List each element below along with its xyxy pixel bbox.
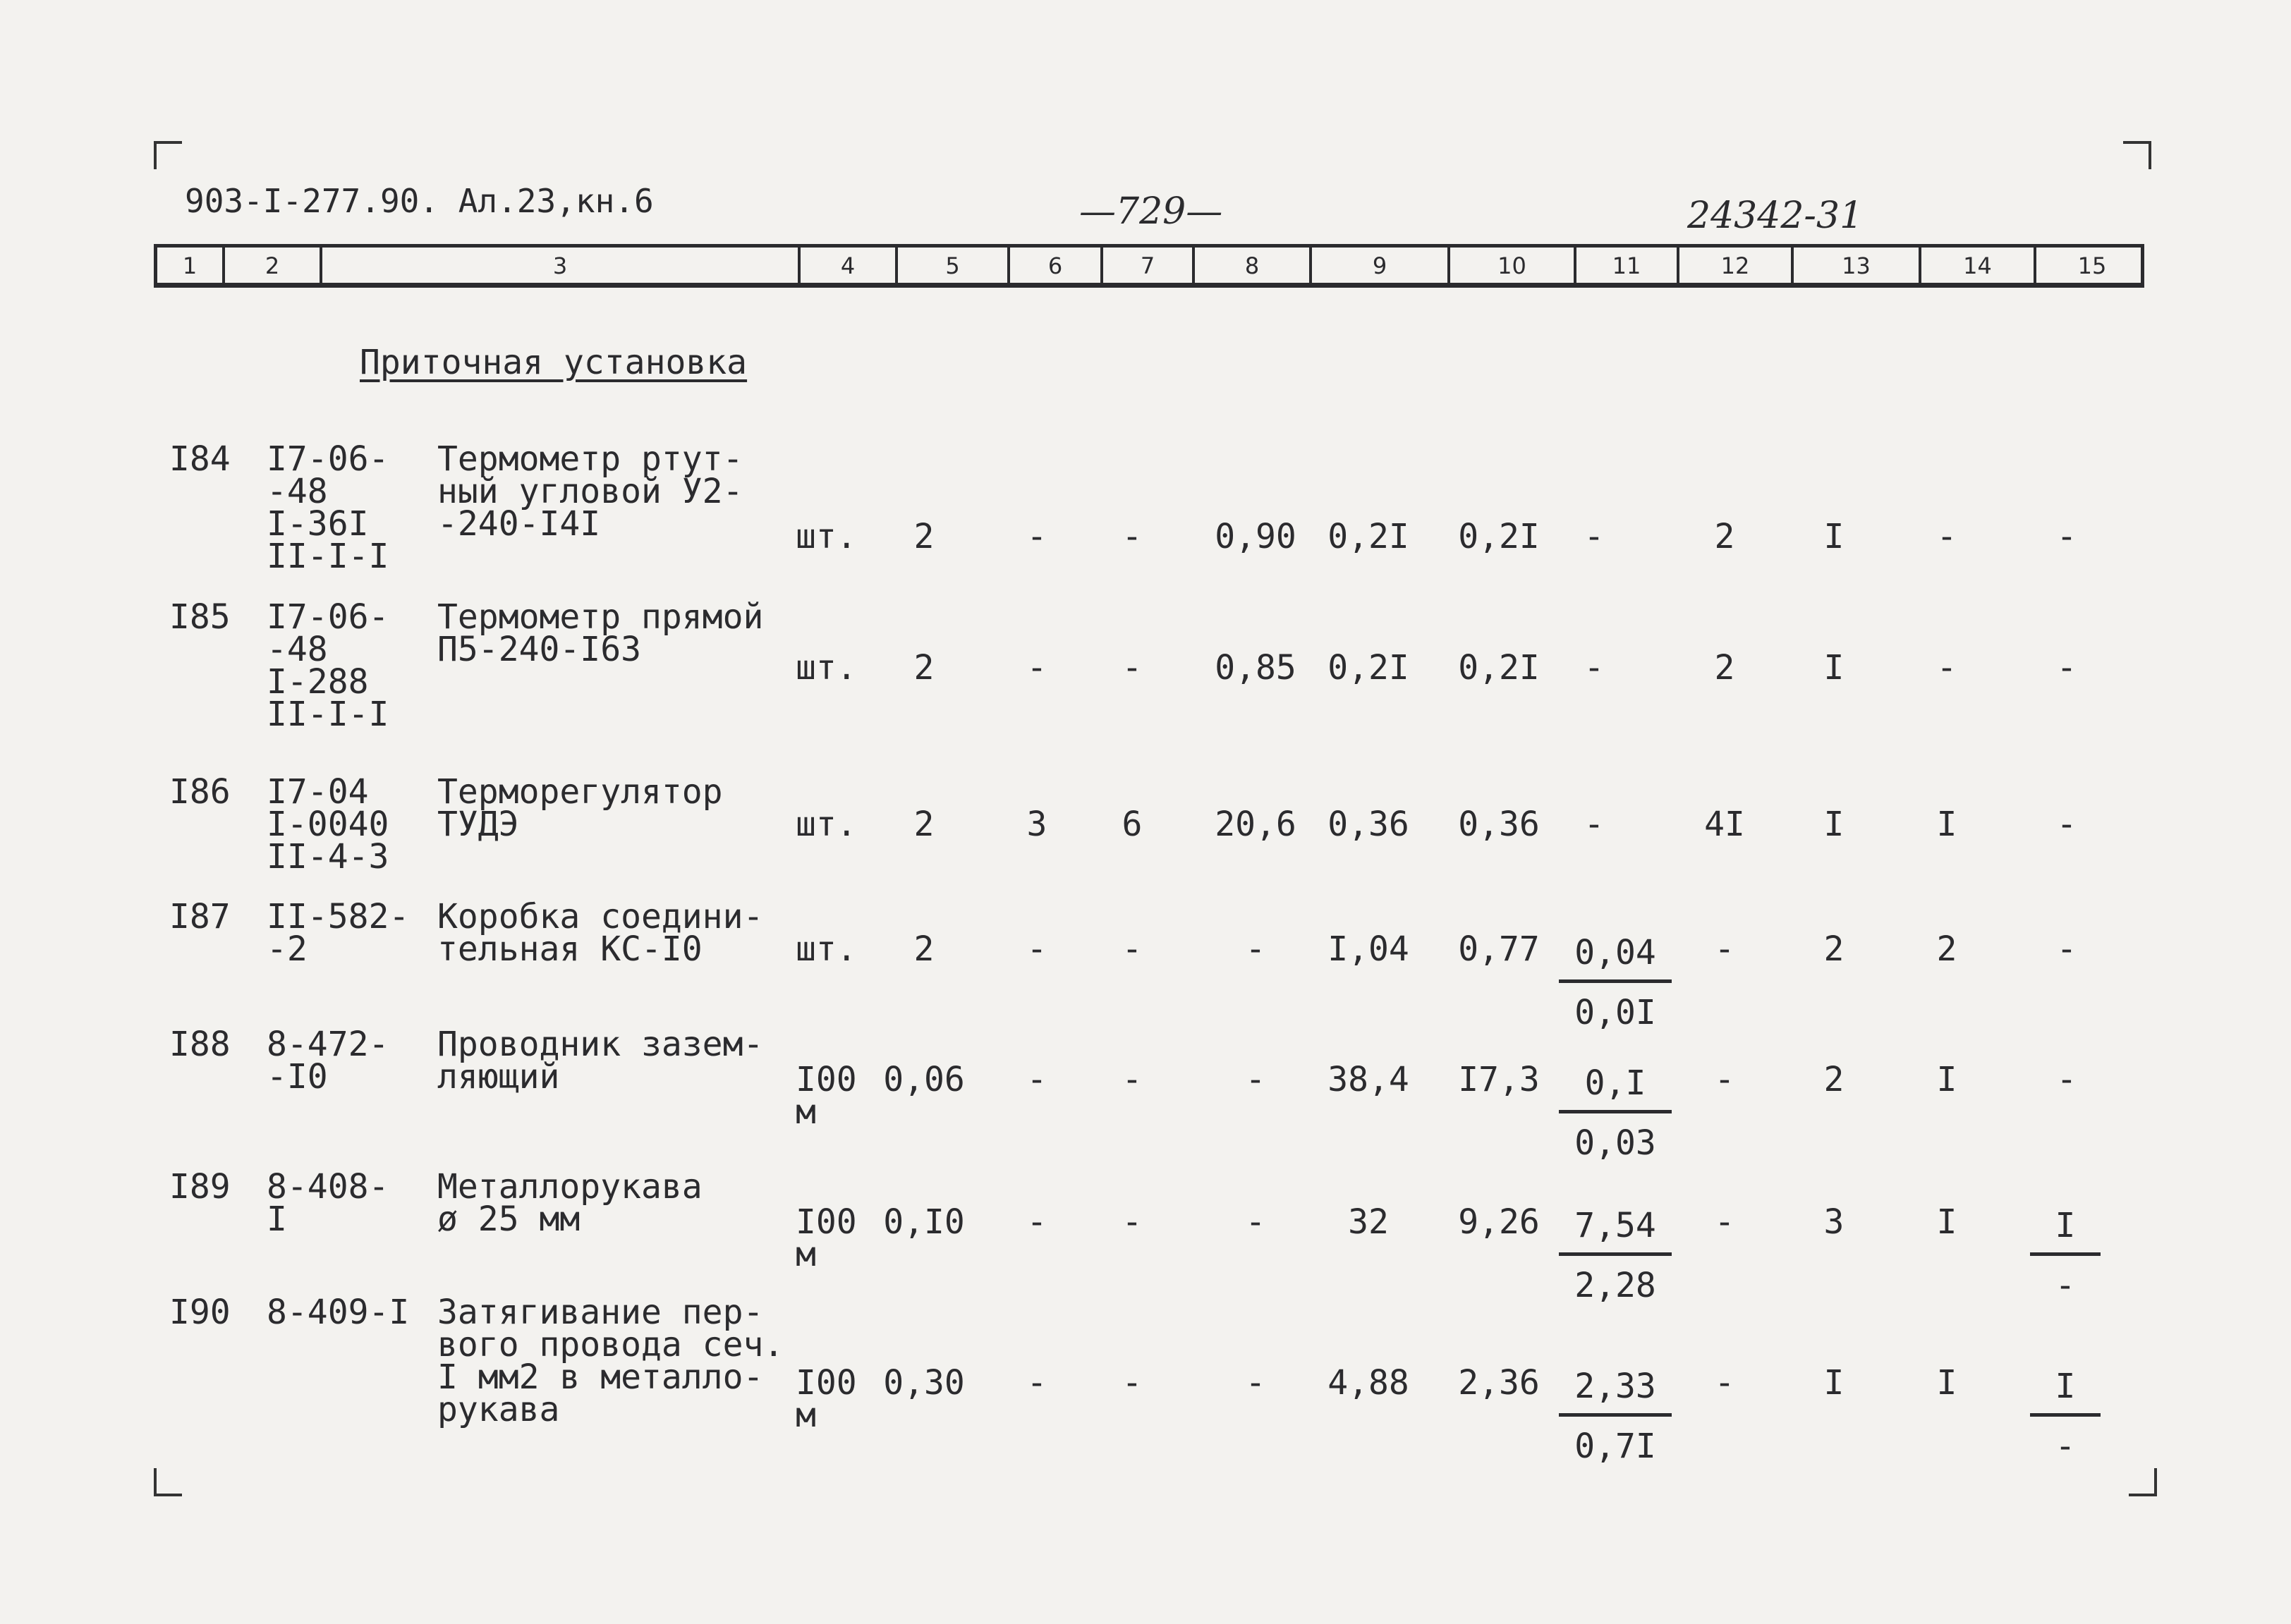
cell-col-7: -	[1122, 1363, 1143, 1403]
cell-col-6: -	[1026, 517, 1047, 556]
fraction-denominator: 0,0I	[1574, 993, 1656, 1032]
cell-col-8: -	[1245, 1363, 1266, 1403]
fraction-denominator: 2,28	[1574, 1266, 1656, 1305]
cell-col-11: -	[1584, 648, 1605, 688]
cell-col-14: I	[1936, 805, 1957, 844]
column-number-3: 3	[320, 248, 798, 283]
cell-col-13: I	[1823, 648, 1845, 688]
row-name: Металлорукава ø 25 мм	[437, 1167, 703, 1239]
cell-col-8: 20,6	[1215, 805, 1296, 844]
cell-col-8: 0,85	[1215, 648, 1296, 688]
fraction-numerator: I	[2030, 1367, 2101, 1417]
cell-col-15: -	[2056, 805, 2077, 844]
cell-col-13: I	[1823, 805, 1845, 844]
row-name: Терморегулятор ТУДЭ	[437, 772, 723, 844]
row-code: 8-472- -I0	[267, 1025, 389, 1097]
cell-col-6: -	[1026, 648, 1047, 688]
cell-col-13: I	[1823, 1363, 1845, 1403]
row-number: I86	[169, 772, 231, 812]
row-unit: I00 м	[796, 1060, 857, 1132]
cell-col-9: 0,36	[1327, 805, 1409, 844]
cell-col-8: -	[1245, 1202, 1266, 1242]
cell-col-11: -	[1584, 517, 1605, 556]
column-number-15: 15	[2034, 248, 2148, 283]
cell-col-10: 0,77	[1458, 929, 1540, 969]
fraction-denominator: -	[2055, 1266, 2076, 1305]
column-number-11: 11	[1574, 248, 1677, 283]
cell-col-8: -	[1245, 1060, 1266, 1099]
cell-col-7: -	[1122, 517, 1143, 556]
cell-col-10: 0,36	[1458, 805, 1540, 844]
cell-col-8: 0,90	[1215, 517, 1296, 556]
cell-col-9: 0,2I	[1327, 648, 1409, 688]
row-name: Затягивание пер- вого провода сеч. I мм2 в металло- рукава	[437, 1293, 784, 1429]
cell-col-7: -	[1122, 929, 1143, 969]
cell-col-9: 32	[1348, 1202, 1389, 1242]
row-code: I7-06- -48 I-288 II-I-I	[267, 597, 389, 734]
corner-mark-bottom-right	[2129, 1468, 2157, 1496]
cell-col-9: 4,88	[1327, 1363, 1409, 1403]
cell-col-10: I7,3	[1458, 1060, 1540, 1099]
cell-col-10: 0,2I	[1458, 648, 1540, 688]
row-unit: шт.	[796, 517, 857, 556]
column-number-12: 12	[1677, 248, 1791, 283]
cell-col-10: 2,36	[1458, 1363, 1540, 1403]
column-number-5: 5	[895, 248, 1007, 283]
cell-col-11-fraction	[1559, 1206, 1672, 1305]
cell-col-5: 0,I0	[883, 1202, 965, 1242]
row-number: I88	[169, 1025, 231, 1064]
fraction-numerator: 7,54	[1559, 1206, 1672, 1256]
cell-col-12: -	[1714, 1060, 1735, 1099]
cell-col-11-fraction	[1559, 1367, 1672, 1466]
cell-col-12: 2	[1714, 648, 1735, 688]
column-number-2: 2	[222, 248, 320, 283]
row-number: I85	[169, 597, 231, 637]
cell-col-15: -	[2056, 1060, 2077, 1099]
column-number-1: 1	[182, 252, 198, 279]
fraction-numerator: 2,33	[1559, 1367, 1672, 1417]
cell-col-9: 38,4	[1327, 1060, 1409, 1099]
row-unit: I00 м	[796, 1202, 857, 1274]
cell-col-15: -	[2056, 517, 2077, 556]
row-number: I87	[169, 897, 231, 936]
cell-col-14: -	[1936, 648, 1957, 688]
cell-col-14: -	[1936, 517, 1957, 556]
cell-col-12: 4I	[1704, 805, 1745, 844]
cell-col-13: 3	[1823, 1202, 1845, 1242]
cell-col-12: -	[1714, 1363, 1735, 1403]
document-id: 24342-31	[1687, 195, 1864, 237]
cell-col-15: -	[2056, 648, 2077, 688]
cell-col-15-fraction	[2030, 1367, 2101, 1466]
cell-col-11-fraction	[1559, 1063, 1672, 1163]
cell-col-12: -	[1714, 929, 1735, 969]
section-title: Приточная установка	[360, 343, 748, 382]
document-code: 903-I-277.90. Ал.23,кн.6	[185, 182, 654, 220]
cell-col-5: 0,06	[883, 1060, 965, 1099]
cell-col-13: I	[1823, 517, 1845, 556]
cell-col-14: 2	[1936, 929, 1957, 969]
row-name: Коробка соедини- тельная КС-I0	[437, 897, 764, 969]
row-name: Термометр прямой П5-240-I63	[437, 597, 764, 669]
cell-col-5: 2	[913, 929, 935, 969]
page-number: —729—	[1079, 190, 1223, 233]
cell-col-12: 2	[1714, 517, 1735, 556]
row-code: 8-408- I	[267, 1167, 389, 1239]
column-number-6: 6	[1007, 248, 1100, 283]
row-name: Термометр ртут- ный угловой У2- -240-I4I	[437, 439, 743, 544]
cell-col-7: 6	[1122, 805, 1143, 844]
column-number-13: 13	[1791, 248, 1919, 283]
row-number: I90	[169, 1293, 231, 1332]
cell-col-10: 9,26	[1458, 1202, 1540, 1242]
row-code: I7-06- -48 I-36I II-I-I	[267, 439, 389, 576]
row-code: I7-04 I-0040 II-4-3	[267, 772, 389, 877]
corner-mark-bottom-left	[154, 1468, 182, 1496]
fraction-numerator: I	[2030, 1206, 2101, 1256]
cell-col-9: 0,2I	[1327, 517, 1409, 556]
cell-col-10: 0,2I	[1458, 517, 1540, 556]
row-number: I84	[169, 439, 231, 479]
row-number: I89	[169, 1167, 231, 1207]
corner-mark-top-left	[154, 141, 182, 169]
fraction-denominator: 0,03	[1574, 1123, 1656, 1163]
fraction-denominator: 0,7I	[1574, 1427, 1656, 1466]
cell-col-5: 2	[913, 648, 935, 688]
cell-col-15-fraction	[2030, 1206, 2101, 1305]
column-number-10: 10	[1447, 248, 1574, 283]
cell-col-6: -	[1026, 1060, 1047, 1099]
cell-col-6: -	[1026, 1363, 1047, 1403]
row-unit: I00 м	[796, 1363, 857, 1435]
cell-col-12: -	[1714, 1202, 1735, 1242]
cell-col-7: -	[1122, 1202, 1143, 1242]
column-number-9: 9	[1309, 248, 1447, 283]
row-unit: шт.	[796, 929, 857, 969]
cell-col-14: I	[1936, 1202, 1957, 1242]
cell-col-11-fraction	[1559, 933, 1672, 1032]
row-code: II-582- -2	[267, 897, 410, 969]
row-code: 8-409-I	[267, 1293, 410, 1332]
column-number-4: 4	[798, 248, 895, 283]
cell-col-14: I	[1936, 1363, 1957, 1403]
cell-col-5: 0,30	[883, 1363, 965, 1403]
cell-col-14: I	[1936, 1060, 1957, 1099]
row-unit: шт.	[796, 648, 857, 688]
cell-col-7: -	[1122, 648, 1143, 688]
column-number-header	[154, 244, 2144, 288]
fraction-denominator: -	[2055, 1427, 2076, 1466]
row-unit: шт.	[796, 805, 857, 844]
column-number-8: 8	[1192, 248, 1309, 283]
cell-col-6: -	[1026, 929, 1047, 969]
cell-col-7: -	[1122, 1060, 1143, 1099]
column-number-14: 14	[1919, 248, 2034, 283]
row-name: Проводник зазем- ляющий	[437, 1025, 764, 1097]
corner-mark-top-right	[2123, 141, 2151, 169]
fraction-numerator: 0,04	[1559, 933, 1672, 983]
cell-col-6: -	[1026, 1202, 1047, 1242]
cell-col-8: -	[1245, 929, 1266, 969]
cell-col-13: 2	[1823, 1060, 1845, 1099]
cell-col-11: -	[1584, 805, 1605, 844]
cell-col-5: 2	[913, 805, 935, 844]
cell-col-9: I,04	[1327, 929, 1409, 969]
cell-col-13: 2	[1823, 929, 1845, 969]
cell-col-5: 2	[913, 517, 935, 556]
column-number-7: 7	[1100, 248, 1192, 283]
cell-col-6: 3	[1026, 805, 1047, 844]
cell-col-15: -	[2056, 929, 2077, 969]
fraction-numerator: 0,I	[1559, 1063, 1672, 1113]
